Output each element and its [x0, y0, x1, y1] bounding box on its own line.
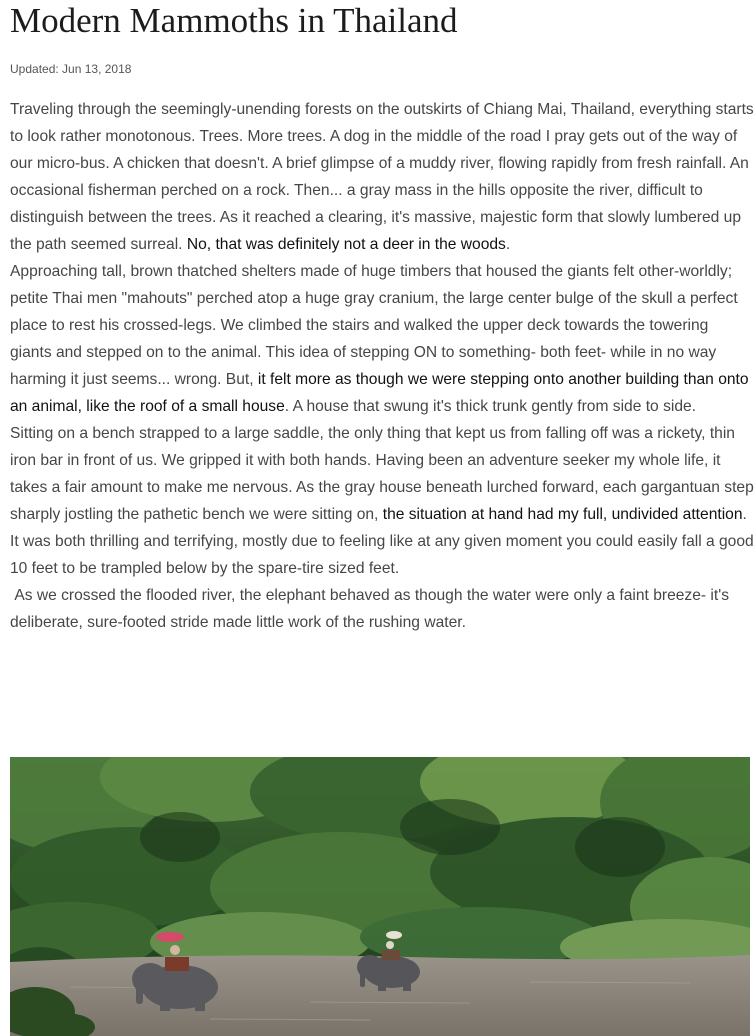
paragraph-2-text: Approaching tall, brown thatched shelters made of huge timbers that housed the giants felt other-worldly; petite Thai men "mahouts" perched atop a huge gray cranium, the large center bulge of the skull a perfect place to rest his crossed-legs. We climbed the stairs and walked the upper deck towards the towering giants and stepped on to the animal. This idea of stepping ON to something- both feet- while in no way harming it just seems... wrong. But,: [10, 263, 738, 388]
paragraph-3-text: Sitting on a bench strapped to a large saddle, the only thing that kept us from falling off was a rickety, thin iron bar in front of us. We gripped it with both hands. Having been an adventure seeker my whole life, it takes a fair amount to make me nervous. As the gray house beneath lurched forward, each gargantuan step sharply jostling the pathetic bench we were sitting on,: [10, 425, 754, 523]
paragraph-4: [10, 582, 754, 636]
paragraph-2-after: . A house that swung it's thick trunk gently from side to side.: [284, 398, 697, 415]
paragraph-2: [10, 258, 754, 420]
paragraph-3: [10, 420, 754, 582]
paragraph-1-highlight: No, that was definitely not a deer in the woods: [186, 236, 506, 253]
paragraph-4-text: As we crossed the flooded river, the elephant behaved as though the water were only a faint breeze- it's deliberate, sure-footed stride made little work of the rushing water.: [10, 587, 729, 631]
elephants-river-photo[interactable]: [10, 757, 750, 1036]
paragraph-3-highlight: the situation at hand had my full, undivided attention: [382, 506, 743, 523]
updated-date: Updated: Jun 13, 2018: [10, 62, 132, 76]
post-body: [10, 96, 754, 636]
paragraph-3-after: . It was both thrilling and terrifying, mostly due to feeling like at any given moment you could easily fall a good 10 feet to be trampled below by the spare-tire sized feet.: [10, 506, 754, 577]
photo-illustration: [10, 757, 750, 1036]
paragraph-2-highlight: it felt more as though we were stepping onto another building than onto an animal, like the roof of a small house: [10, 371, 749, 415]
post-title: Modern Mammoths in Thailand: [10, 1, 458, 40]
paragraph-1-text: Traveling through the seemingly-unending forests on the outskirts of Chiang Mai, Thailand, everything starts to look rather monotonous. Trees. More trees. A dog in the middle of the road I pray gets out of the way of our micro-bus. A chicken that doesn't. A brief glimpse of a muddy river, flowing rapidly from fresh rainfall. An occasional fisherman perched on a rock. Then... a gray mass in the hills opposite the river, difficult to distinguish between the trees. As it reached a clearing, it's massive, majestic form that slowly lumbered up the path seemed surreal.: [10, 101, 754, 253]
paragraph-1: [10, 96, 754, 258]
paragraph-1-after: .: [505, 236, 511, 253]
